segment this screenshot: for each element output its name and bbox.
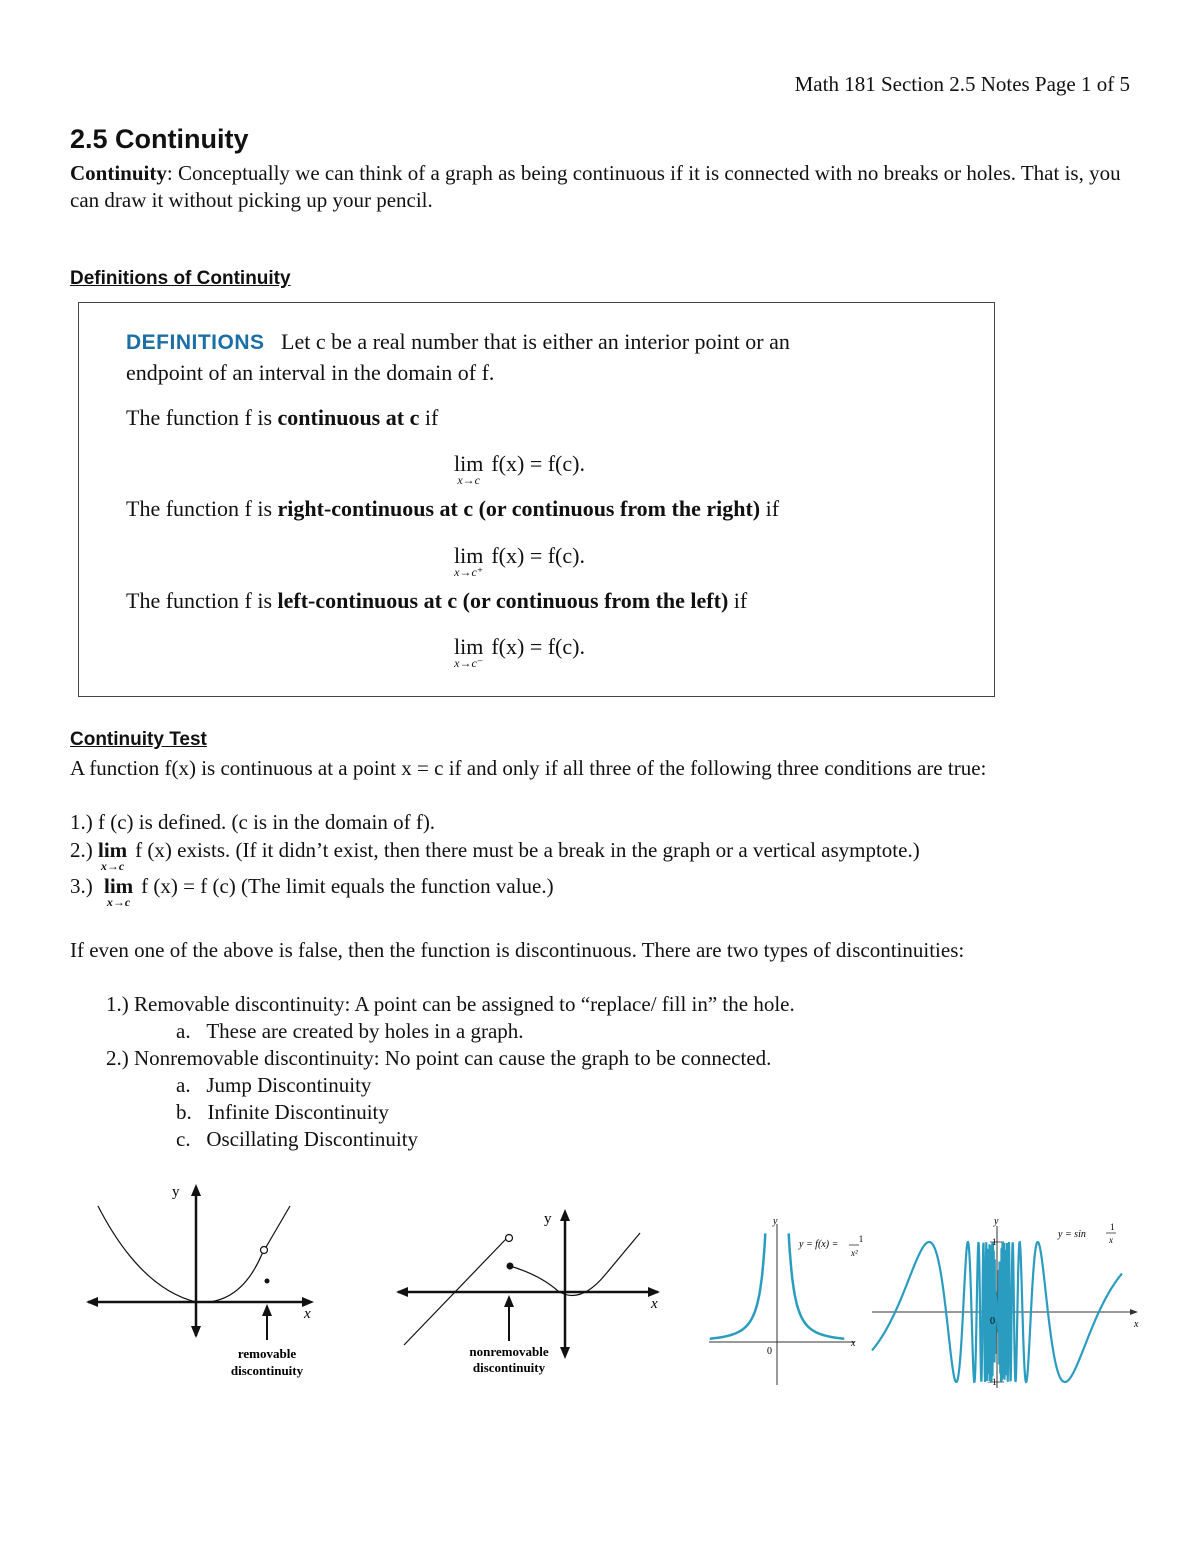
condition-2-text: f (x) exists. (If it didn’t exist, then there must be a break in the graph or a vertical asymptote.) xyxy=(135,838,920,862)
condition-3-number: 3.) xyxy=(70,874,93,898)
eq-1: f(x) = f(c). xyxy=(491,451,585,476)
fig1-y-arrow-top xyxy=(191,1184,201,1196)
fig4-y-label: y xyxy=(994,1216,999,1227)
fig3-equation-numerator: 1 xyxy=(858,1234,864,1244)
fig4-x-arrow xyxy=(1130,1309,1138,1315)
def-equation-3 xyxy=(454,634,585,671)
eq-2: f(x) = f(c). xyxy=(491,543,585,568)
fig4-origin-label: 0 xyxy=(990,1316,995,1327)
fig1-caption-2: discontinuity xyxy=(230,1363,304,1378)
def-cont-bold: continuous at c xyxy=(277,405,420,430)
type-nonremovable-c-letter: c. xyxy=(176,1127,191,1151)
def-label: DEFINITIONS xyxy=(126,331,265,354)
fig4-equation-numerator: 1 xyxy=(1110,1222,1115,1232)
def-right-post: if xyxy=(760,496,780,521)
fig4-equation-left: y = sin xyxy=(1058,1229,1086,1240)
fig2-pointer-arrow xyxy=(504,1295,514,1307)
figure-removable-discontinuity xyxy=(80,1178,330,1388)
def-left-post: if xyxy=(728,588,748,613)
type-nonremovable-c xyxy=(176,1127,418,1152)
condition-1-text: f (c) is defined. (c is in the domain of f). xyxy=(98,810,436,834)
definitions-heading: Definitions of Continuity xyxy=(70,268,291,289)
fig1-x-arrow-left xyxy=(86,1297,98,1307)
figure-oscillating-discontinuity xyxy=(870,1212,1145,1392)
fig2-caption-1: nonremovable xyxy=(469,1344,549,1359)
lim-3 xyxy=(454,634,483,671)
fig1-caption-1: removable xyxy=(237,1346,297,1361)
lim-2 xyxy=(454,543,483,580)
lim-3-sub: x→c⁻ xyxy=(454,656,484,670)
type-nonremovable-a xyxy=(176,1073,371,1098)
condition-2 xyxy=(70,838,920,874)
type-removable: 1.) Removable discontinuity: A point can be assigned to “replace/ fill in” the hole. xyxy=(106,992,795,1016)
fig3-equation-denominator: x² xyxy=(851,1248,858,1258)
fig3-y-label: y xyxy=(773,1216,778,1227)
fig2-caption-2: discontinuity xyxy=(472,1360,546,1375)
fig3-equation-left: y = f(x) = xyxy=(799,1239,839,1250)
intro-text: : Conceptually we can think of a graph as being continuous if it is connected with no breaks or holes. That is, you can draw it without picking up your pencil. xyxy=(70,161,1121,212)
def-left-pre: The function f is xyxy=(126,588,278,613)
type-nonremovable-c-text: Oscillating Discontinuity xyxy=(206,1127,419,1151)
fig1-x-label: x xyxy=(304,1306,311,1322)
condition-3 xyxy=(70,874,554,910)
def-cont-pre: The function f is xyxy=(126,405,278,430)
def-left-bold: left-continuous at c (or continuous from the left) xyxy=(277,588,729,613)
type-nonremovable-b-text: Infinite Discontinuity xyxy=(207,1100,389,1124)
page-header: Math 181 Section 2.5 Notes Page 1 of 5 xyxy=(794,72,1130,96)
fig1-y-label: y xyxy=(172,1184,180,1200)
lim-3-word: lim xyxy=(454,634,484,659)
eq-3: f(x) = f(c). xyxy=(491,634,585,659)
def-right-pre: The function f is xyxy=(126,496,278,521)
fig3-curve-left xyxy=(710,1233,766,1338)
def-cont-post: if xyxy=(419,405,439,430)
type-nonremovable-a-text: Jump Discontinuity xyxy=(206,1073,372,1097)
fig2-x-label: x xyxy=(651,1296,658,1312)
condition-2-lim-word: lim xyxy=(98,838,128,862)
def-continuous-line xyxy=(126,405,438,431)
fig2-right-branch xyxy=(510,1233,640,1295)
continuity-test-heading: Continuity Test xyxy=(70,729,207,750)
fig3-origin-label: 0 xyxy=(767,1346,772,1357)
type-nonremovable: 2.) Nonremovable discontinuity: No point can cause the graph to be connected. xyxy=(106,1046,772,1070)
fig1-point xyxy=(265,1279,270,1284)
type-nonremovable-a-letter: a. xyxy=(176,1073,191,1097)
def-equation-2 xyxy=(454,543,585,580)
fig2-y-arrow-bottom xyxy=(560,1347,570,1359)
fig4-x-label: x xyxy=(1134,1319,1139,1330)
fig1-curve xyxy=(98,1206,290,1302)
type-removable-a-text: These are created by holes in a graph. xyxy=(206,1019,524,1043)
condition-2-lim-sub: x→c xyxy=(100,859,125,873)
condition-2-lim xyxy=(98,838,127,874)
def-intro-line1 xyxy=(126,329,790,355)
intro-term: Continuity xyxy=(70,161,167,185)
type-nonremovable-b-letter: b. xyxy=(176,1100,192,1124)
fig4-tick-bottom-label: −1 xyxy=(987,1377,997,1387)
condition-2-number: 2.) xyxy=(70,838,93,862)
def-intro-line2: endpoint of an interval in the domain of f. xyxy=(126,360,495,385)
fig1-hole xyxy=(261,1247,268,1254)
lim-2-sub: x→c⁺ xyxy=(454,565,484,579)
condition-1 xyxy=(70,810,435,835)
fig4-tick-top-label: 1 xyxy=(992,1237,997,1247)
fig4-equation-denominator: x xyxy=(1109,1235,1113,1245)
type-removable-a xyxy=(176,1019,524,1044)
continuity-test-statement: A function f(x) is continuous at a point x = c if and only if all three of the following three conditions are true: xyxy=(70,756,987,780)
lim-1-sub: x→c xyxy=(457,473,480,487)
condition-1-number: 1.) xyxy=(70,810,93,834)
figure-infinite-discontinuity xyxy=(705,1210,865,1390)
types-intro: If even one of the above is false, then the function is discontinuous. There are two types of discontinuities: xyxy=(70,938,965,962)
def-equation-1 xyxy=(454,451,585,488)
fig2-hole xyxy=(506,1235,513,1242)
def-left-line xyxy=(126,588,747,614)
fig1-pointer-arrow xyxy=(262,1304,272,1316)
page-title: 2.5 Continuity xyxy=(70,124,249,154)
def-intro-text1: Let c be a real number that is either an interior point or an xyxy=(281,329,790,354)
lim-1 xyxy=(454,451,483,488)
type-nonremovable-b xyxy=(176,1100,389,1125)
def-right-bold: right-continuous at c (or continuous from the right) xyxy=(277,496,761,521)
fig2-y-arrow-top xyxy=(560,1209,570,1221)
fig2-x-arrow-left xyxy=(396,1287,408,1297)
fig2-y-label: y xyxy=(544,1211,552,1227)
type-removable-a-letter: a. xyxy=(176,1019,191,1043)
lim-1-word: lim xyxy=(454,451,484,476)
figure-nonremovable-discontinuity xyxy=(390,1205,670,1385)
definitions-box xyxy=(78,302,995,697)
fig1-y-arrow-bottom xyxy=(191,1326,201,1338)
condition-3-lim-sub: x→c xyxy=(106,895,131,909)
condition-3-text: f (x) = f (c) (The limit equals the function value.) xyxy=(141,874,554,898)
fig3-x-label: x xyxy=(851,1338,856,1349)
condition-3-lim-word: lim xyxy=(104,874,134,898)
def-right-line xyxy=(126,496,779,522)
intro-paragraph xyxy=(70,160,1140,214)
lim-2-word: lim xyxy=(454,543,484,568)
condition-3-lim xyxy=(104,874,133,910)
